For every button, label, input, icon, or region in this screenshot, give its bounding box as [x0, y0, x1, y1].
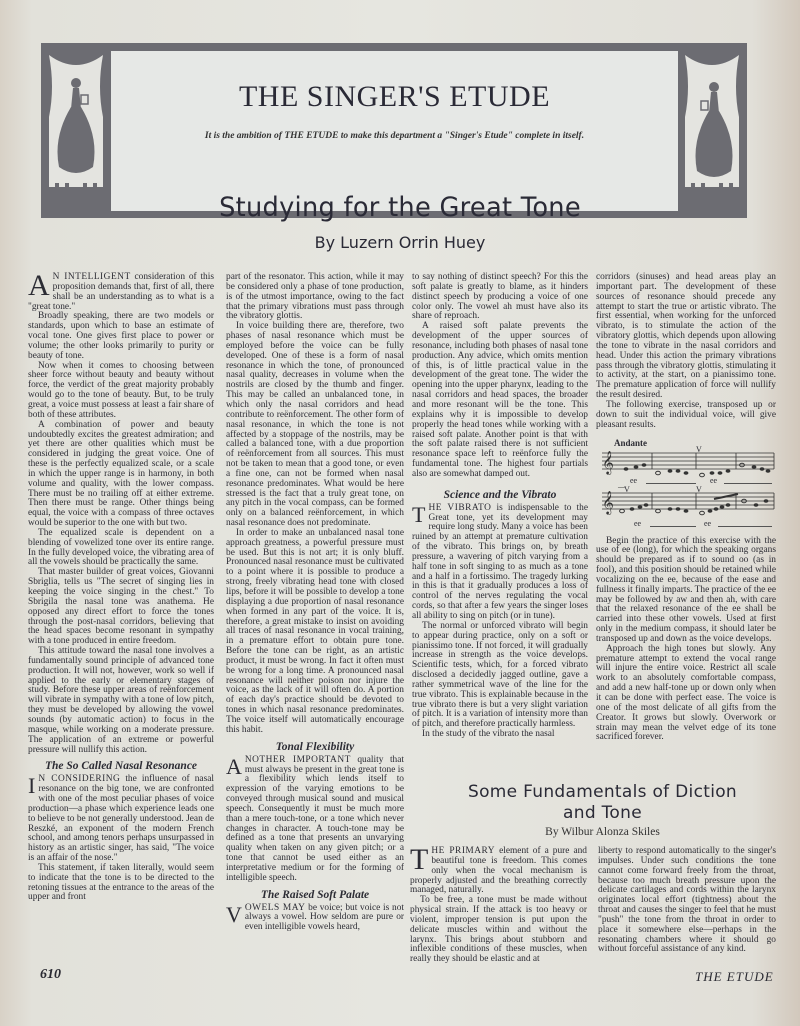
- lyric-syllable: ee: [634, 518, 642, 528]
- paragraph: The normal or unforced vibrato will begin to appear during practice, only on a soft or pianissimo tone. If not forced, it will gradually increase in strength as the voice develops. Scientific tests, which, for a forced vibrato disclosed a decidedly jagged outline, gave a rather symmetrical wave of the line for the true vibrato. This is explainable because in the true vibrato there is but a very slight variation of pitch. It is a variation of intensity more than of pitch, and therefore practically harmless.: [412, 620, 588, 730]
- article2-byline: By Wilbur Alonza Skiles: [545, 826, 660, 838]
- paragraph: In order to make an unbalanced nasal tone approach greatness, a powerful pressure must be used. But this is not art; it is only bluff. Pronounced nasal resonance must be cultivated to a point where it is possible to produce a strong, freely vibrating head tone with closed lips, before it will be possible to develop a tone displaying a due proportion of nasal resonance when formed in any part of the voice. It is, therefore, a great mistake to insist on avoiding all traces of nasal resonance in vocal training, in a premature effort to obtain pure tone. Before the tone can be right, as an artistic product, it must be wrong. In fact it often must be wrong for a long time. A pronounced nasal resonance will neither poison nor injure the voice, as the lack of it will often do. A portion of each day's practice should be devoted to tones in which nasal resonance predominates. The voice itself will automatically encourage this habit.: [226, 527, 404, 735]
- paragraph: Begin the practice of this exercise with the use of ee (long), for which the speaking organs should be prepared as if to sound oo (as in fool), and this position should be retained while vocalizing on the ee, because of the ease and fullness it finally imparts. The practice of the ee may be followed by aw and then ah, with care that the relaxed resonance of the ee shall be carried into these other vowels. Used at first only in the medium compass, it should later be transposed up and down as the voice develops.: [596, 535, 776, 644]
- article2-column-2: [598, 847, 776, 955]
- drop-cap: A: [226, 753, 242, 779]
- paragraph: THE PRIMARY element of a pure and beautiful tone is freedom. This comes only when the vocal mechanism is properly adjusted and the breathing correctly managed, naturally.: [410, 843, 587, 896]
- article1-column-4: [596, 273, 776, 743]
- paragraph: That master builder of great voices, Giovanni Sbriglia, tells us "The secret of singing lies in keeping the voice singing in the chest." To Sbrigila the nasal tone was anathema. He opposed any direct effort to force the tones through the post-nasal corridors, believing that the head spaces become resonant in sympathy with a tone produced in entire freedom.: [28, 567, 214, 647]
- paragraph: corridors (sinuses) and head areas play an important part. The development of these sources of resonance should precede any attempt to start the true or artistic vibrato. The first essential, when working for the unforced vibrato, is to stimulate the action of the vibratory glottis, which depends upon allowing the tone to vibrate in the nasal corridors and head. Under this action the primary vibrations pass through the vibratory glottis, stimulating it to activity, at the start, on a pianissimo tone. The premature application of force will nullify the result desired.: [596, 272, 776, 401]
- banner-title: THE SINGER'S ETUDE: [238, 80, 551, 113]
- magazine-name: THE ETUDE: [695, 969, 774, 984]
- drop-cap: A: [28, 269, 50, 302]
- drop-cap: V: [226, 901, 242, 927]
- paragraph: VOWELS MAY be voice; but voice is not always a vowel. How seldom are pure or even intelligible vowels heard,: [226, 901, 404, 933]
- paragraph: ANOTHER IMPORTANT quality that must always be present in the great tone is a flexibility which lends itself to expression of the varying emotions to be conveyed through musical sound and musical speech. Consequently it must be much more than a mere touch-tone, or a tone which never changes in character. A touch-tone may be defined as a tone that presents an unvarying quality when taken on any given pitch; or a tone that cannot be used either as an interpretative medium or for the forming of intelligible speech.: [226, 753, 404, 883]
- paragraph: liberty to respond automatically to the singer's impulses. Under such conditions the tone cannot come forward freely from the throat, because too much breath pressure upon the delicate cartilages and cords within the larynx originates local effort (tightness) about the throat and causes the singer to feel that he must "push" the tone from the throat in order to place it somewhere else—perhaps in the resonating chambers where it should go without forceful assistance of any kind.: [598, 846, 776, 955]
- drop-cap: I: [28, 773, 36, 799]
- banner-subtitle: It is the ambition of THE ETUDE to make this department a "Singer's Etude" complete in itself.: [204, 131, 585, 141]
- paragraph: This attitude toward the nasal tone involves a fundamentally sound principle of advanced tone production. It will not, however, work so well if applied to the early or elementary stages of study. Before these upper areas of reënforcement will vibrate in sympathy with a tone of low pitch, they must be developed by allowing the vowel sounds (by automatic action) to focus in the masque, while working on a moderate pressure. The application of an extreme or powerful pressure will nullify this action.: [28, 646, 214, 755]
- paragraph: part of the resonator. This action, while it may be considered only a phase of tone production, is of the utmost importance, owing to the fact that the primary vibrations must pass through the vibratory glottis.: [226, 272, 404, 322]
- paragraph: In the study of the vibrato the nasal: [422, 729, 555, 740]
- paragraph: I N CONSIDERING the influence of nasal resonance on the big tone, we are confronted with one of the most peculiar phases of voice production—a phase which experience leads one to believe to be not generally understood. Jean de Reszké, an exponent of the modern French school, and among tenors perhaps unsurpassed in history as an artistic singer, has said, "The voice is an affair of the nose.": [28, 773, 214, 864]
- lyric-syllable: ee: [710, 475, 718, 485]
- paragraph: Broadly speaking, there are two models or standards, upon which to base an estimate of vocal tone. One gives first place to power or volume; the other looks primarily to purity or beauty of tone.: [28, 311, 214, 361]
- paragraph: THE VIBRATO is indispensable to the Great tone, yet its development may require long study. Many a voice has been ruined by an attempt at premature cultivation of the vibrato. This brings on, by breath pressure, a wavering of pitch varying from a half tone in soft singing to as much as a tone and a half in a fortissimo. The tragedy lurking in this is that it gradually produces a loss of control of the nerves regulating the vocal cords, so that after a few years the singer loses all ability to sing on pitch (or in tune).: [412, 501, 588, 621]
- page-number: 610: [40, 967, 61, 982]
- paragraph: In voice building there are, therefore, two phases of nasal resonance which must be employed before the voice can be fully developed. One of these is a form of nasal resonance in which the tone, of pronounced nasal quality, decreases in volume when the nostrils are closed by the thumb and finger. This may be called an unbalanced tone, in which only the nasal corridors and head contribute to reënforcement. The other form of nasal resonance, in which the tone is not affected by a stoppage of the nostrils, may be called a balanced tone, with a due proportion of reënforcement from all sources. This must not be taken to mean that a good tone, or even a fine one, can not be formed when nasal resonance predominates. What would be here stressed is the fact that a truly great tone, on any pitch in the vocal compass, can be formed only on a balanced reënforcement, in which nasal resonance does not predominate.: [226, 321, 404, 529]
- paragraph: To be free, a tone must be made without physical strain. If the attack is too heavy or violent, improper tension is put upon the delicate muscles within and without the larynx. This brings about stubborn and inflexible conditions of these muscles, when really they should be elastic and at: [410, 895, 587, 965]
- silhouette-lady-right-icon: [681, 47, 743, 213]
- music-staff-icon: [596, 449, 776, 529]
- paragraph: A raised soft palate prevents the development of the upper sources of resonance, including both phases of nasal tone production. Any advice, which omits mention of this, is of little practical value in the development of the great tone. The wider the opening into the upper pharynx, leading to the nasal corridors and head spaces, the broader and more resonant will be the tone. This explains why it is impossible to develop properly the head tones while working with a raised soft palate. Another point is that with the soft palate raised there is not sufficient resonance space left to reënforce fully the fundamental tone. The highest four partials also are somewhat damped out.: [412, 321, 588, 479]
- lyric-syllable: ee: [704, 518, 712, 528]
- extender-line: [724, 483, 772, 484]
- silhouette-lady-left-icon: [45, 47, 107, 213]
- section-heading: The So Called Nasal Resonance: [44, 760, 198, 773]
- paragraph: The following exercise, transposed up or down to suit the individual voice, will give pleasant results.: [596, 399, 776, 430]
- breath-mark: V: [624, 484, 630, 494]
- article-title: Studying for the Great Tone: [219, 192, 581, 223]
- drop-cap: T: [410, 843, 429, 876]
- article2-title: Some Fundamentals of Diction and Tone: [468, 782, 737, 823]
- extender-line: [650, 526, 696, 527]
- breath-mark: V: [696, 484, 702, 494]
- paragraph: This statement, if taken literally, would seem to indicate that the tone is to be directed to the retoning tissues at the entrance to the areas of the upper and front: [28, 862, 214, 903]
- drop-cap: T: [412, 501, 426, 527]
- article1-column-1: [28, 269, 214, 903]
- article-byline: By Luzern Orrin Huey: [314, 233, 486, 252]
- svg-text:—: —: [618, 482, 625, 491]
- svg-text:𝄞: 𝄞: [602, 491, 614, 514]
- paragraph: Now when it comes to choosing between sheer force without beauty and beauty without force, the verdict of the great majority probably would go to the tone of beauty. But, to be truly great, a voice must possess at least a fair share of both of these attributes.: [28, 360, 214, 420]
- paragraph: A combination of power and beauty undoubtedly excites the greatest admiration; and yet there are other qualities which must be considered in judging the great voice. One of these is the perfectly equalized scale, or a scale in which the upper range is in harmony, in both volume and quality, with the lower compass. There must be no trailing off at either extreme. Then there must be range. Other things being equal, the voice with a compass of three octaves would be superior to the one with but two.: [28, 419, 214, 529]
- section-heading: Tonal Flexibility: [275, 740, 355, 753]
- svg-text:𝄞: 𝄞: [602, 451, 614, 474]
- article2-column-1: [410, 843, 587, 965]
- paragraph: Approach the high tones but slowly. Any premature attempt to extend the vocal range will injure the entire voice. Restrict all scale work to an absolutely comfortable compass, and add a new half-tone up or down only when it can be done with perfect ease. The voice is one of the most delicate of all gifts from the Creator. It grows but slowly. Overwork or strain may mean the velvet edge of its tone sacrificed forever.: [596, 643, 776, 743]
- lyric-syllable: ee: [630, 475, 638, 485]
- extender-line: [646, 483, 696, 484]
- section-heading: Science and the Vibrato: [443, 488, 557, 501]
- article1-column-3: [412, 273, 588, 740]
- tempo-marking: Andante: [614, 437, 648, 448]
- paragraph: The equalized scale is dependent on a blending of vowelized tone over its entire range. In the fully developed voice, the vibrating area of all the vowels should be practically the same.: [28, 527, 214, 568]
- music-exercise: [596, 439, 776, 531]
- section-heading: The Raised Soft Palate: [260, 888, 370, 901]
- article1-column-2: [226, 273, 404, 933]
- extender-line: [718, 526, 772, 527]
- paragraph: A N INTELLIGENT consideration of this proposition demands that, first of all, there shall be an understanding as to what is a "great tone.": [28, 269, 214, 312]
- paragraph: to say nothing of distinct speech? For this the soft palate is greatly to blame, as it hinders distinct speech by producing a voice of one color only. The vowel ah must have also its share of reproach.: [412, 272, 588, 322]
- breath-mark: V: [696, 444, 702, 454]
